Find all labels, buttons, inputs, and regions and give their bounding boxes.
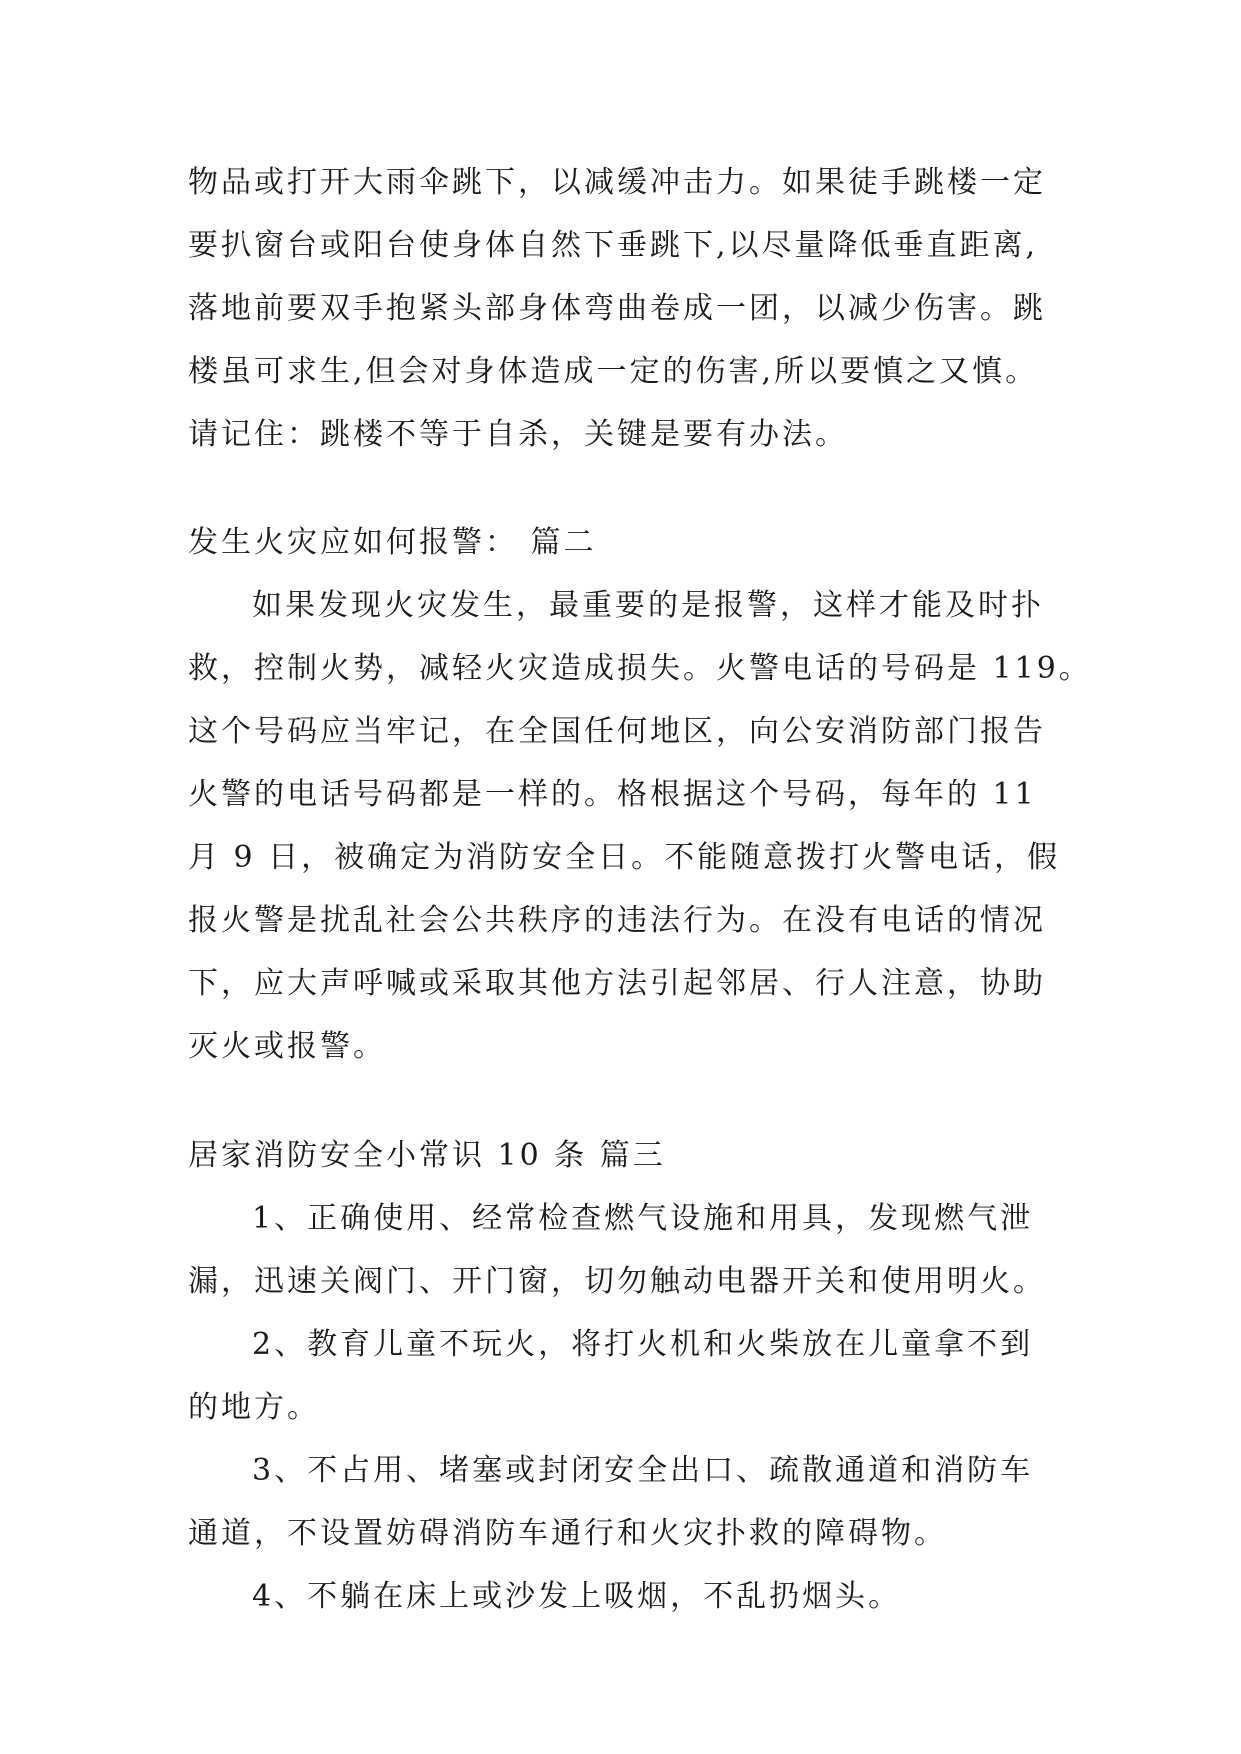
- paragraph-line: 报火警是扰乱社会公共秩序的违法行为。在没有电话的情况: [188, 903, 1046, 938]
- paragraph-line: 落地前要双手抱紧头部身体弯曲卷成一团，以减少伤害。跳: [188, 291, 1046, 326]
- paragraph-line: 灭火或报警。: [188, 1029, 386, 1064]
- list-item-line: 漏，迅速关阀门、开门窗，切勿触动电器开关和使用明火。: [188, 1264, 1046, 1299]
- paragraph-line: 楼虽可求生,但会对身体造成一定的伤害,所以要慎之又慎。: [188, 354, 1039, 389]
- paragraph-line: 月 9 日，被确定为消防安全日。不能随意拨打火警电话，假: [188, 840, 1061, 875]
- paragraph-line: 要扒窗台或阳台使身体自然下垂跳下,以尽量降低垂直距离,: [188, 228, 1039, 263]
- section-heading: 居家消防安全小常识 10 条 篇三: [188, 1138, 666, 1173]
- list-item-line: 4、不躺在床上或沙发上吸烟，不乱扔烟头。: [252, 1579, 902, 1614]
- list-item-line: 2、教育儿童不玩火，将打火机和火柴放在儿童拿不到: [252, 1327, 1034, 1362]
- list-item-line: 1、正确使用、经常检查燃气设施和用具，发现燃气泄: [252, 1201, 1034, 1236]
- list-item-line: 通道，不设置妨碍消防车通行和火灾扑救的障碍物。: [188, 1516, 947, 1551]
- section-heading: 发生火灾应如何报警： 篇二: [188, 525, 597, 560]
- paragraph-line: 救，控制火势，减轻火灾造成损失。火警电话的号码是 119。: [188, 651, 1092, 686]
- paragraph-line: 下，应大声呼喊或采取其他方法引起邻居、行人注意，协助: [188, 966, 1046, 1001]
- paragraph-line: 请记住：跳楼不等于自杀，关键是要有办法。: [188, 417, 848, 452]
- paragraph-line: 物品或打开大雨伞跳下，以减缓冲击力。如果徒手跳楼一定: [188, 165, 1046, 200]
- paragraph-line: 这个号码应当牢记，在全国任何地区，向公安消防部门报告: [188, 714, 1046, 749]
- paragraph-line: 如果发现火灾发生，最重要的是报警，这样才能及时扑: [252, 588, 1044, 623]
- list-item-line: 3、不占用、堵塞或封闭安全出口、疏散通道和消防车: [252, 1453, 1034, 1488]
- list-item-line: 的地方。: [188, 1390, 320, 1425]
- paragraph-line: 火警的电话号码都是一样的。格根据这个号码，每年的 11: [188, 777, 1037, 812]
